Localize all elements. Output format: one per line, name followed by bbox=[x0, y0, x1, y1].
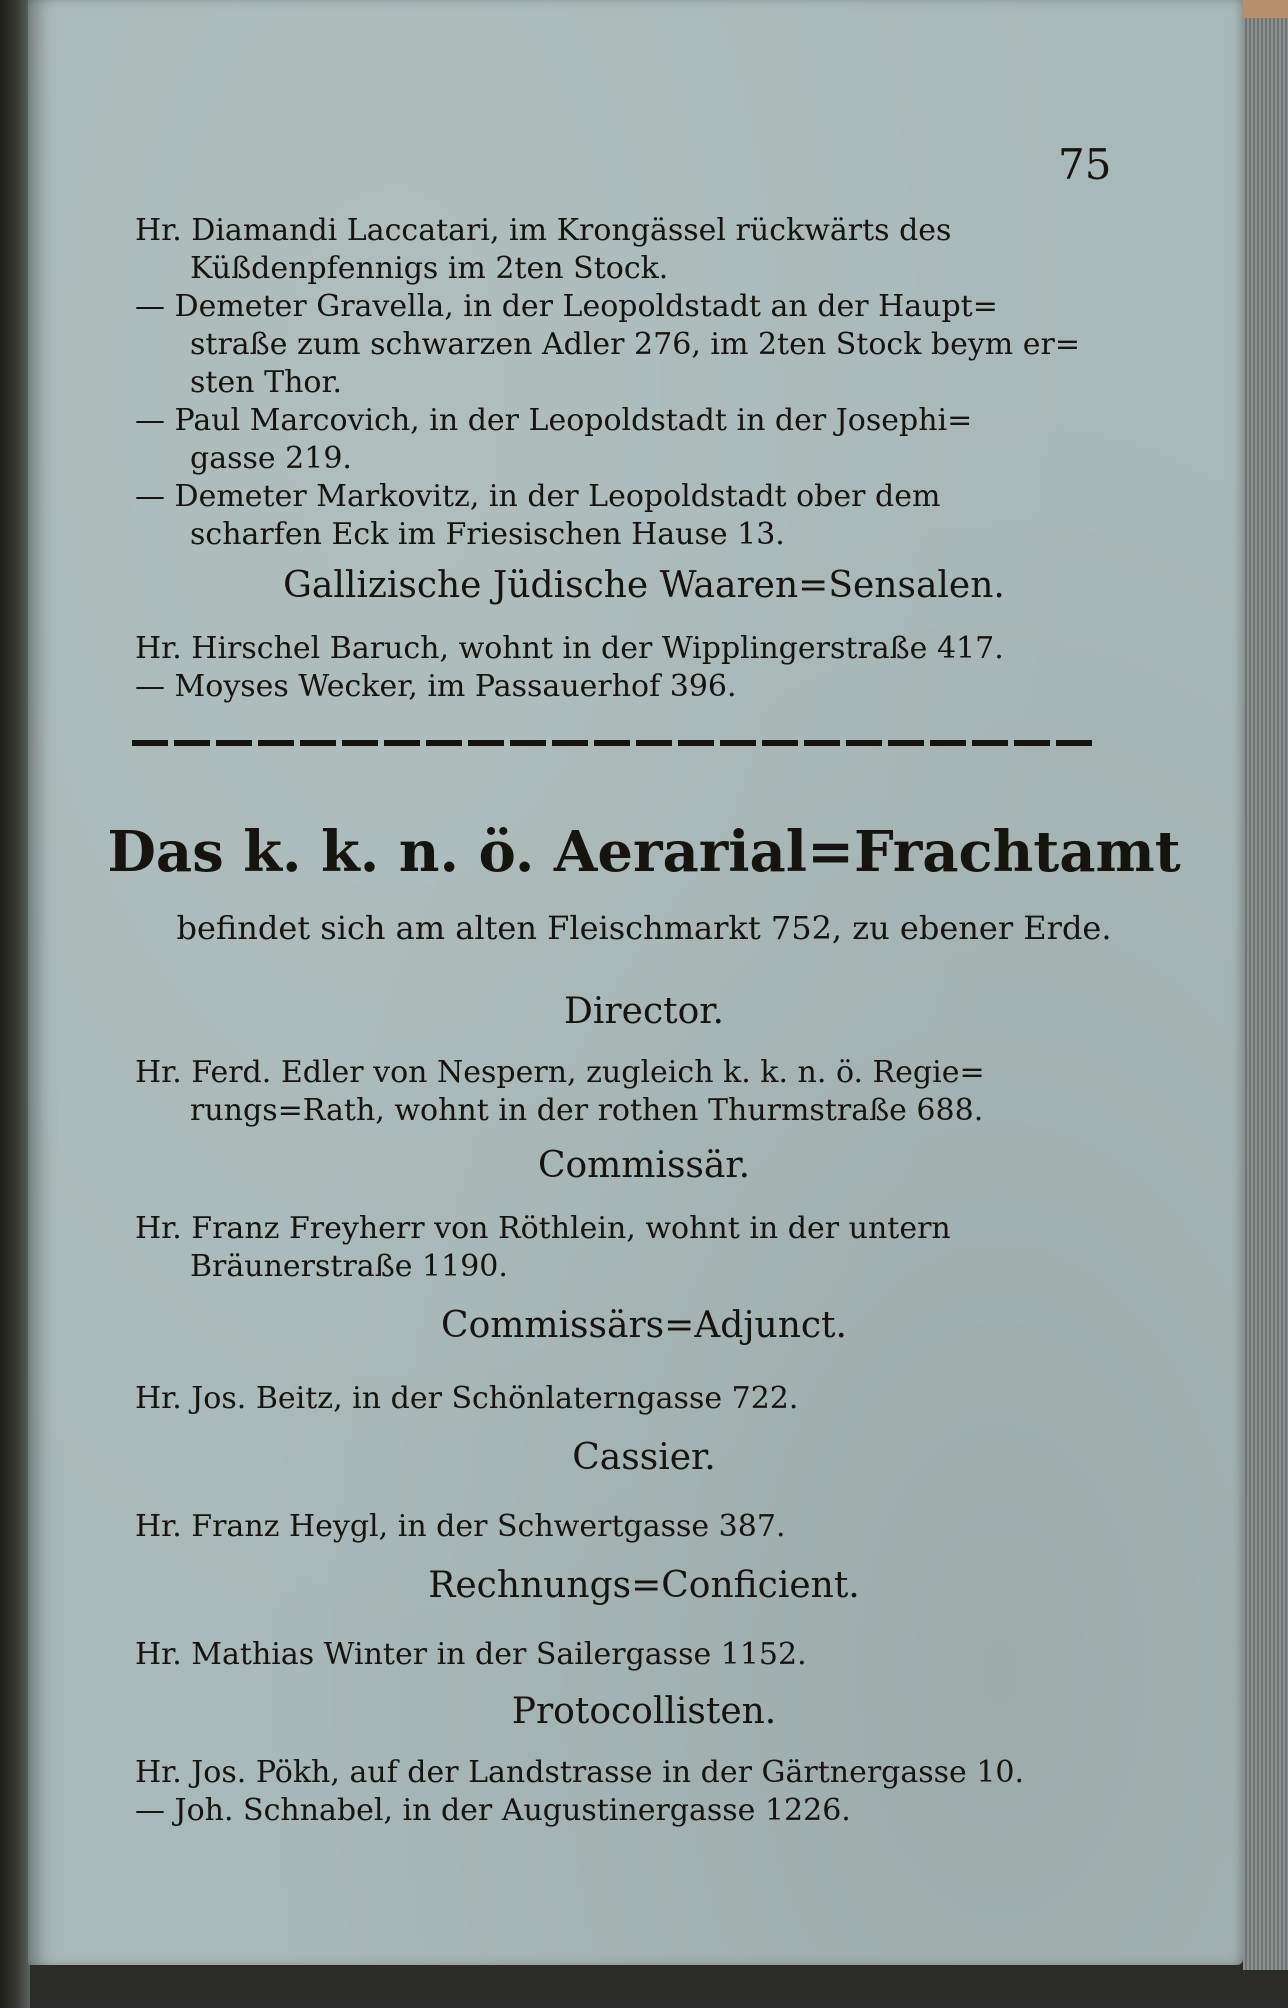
entry-line: Hr. Hirschel Baruch, wohnt in der Wipplingerstraße 417. bbox=[135, 631, 1004, 666]
page-number: 75 bbox=[1058, 140, 1112, 189]
entry-line: Hr. Ferd. Edler von Nespern, zugleich k. k. n. ö. Regie= bbox=[135, 1055, 985, 1090]
entry-line: — Moyses Wecker, im Passauerhof 396. bbox=[135, 669, 737, 704]
entry-line: Bräunerstraße 1190. bbox=[190, 1249, 508, 1284]
entry-line: Hr. Jos. Beitz, in der Schönlaterngasse 722. bbox=[135, 1381, 799, 1416]
entry-line: rungs=Rath, wohnt in der rothen Thurmstraße 688. bbox=[190, 1093, 984, 1128]
entry-line: Hr. Jos. Pökh, auf der Landstrasse in der Gärtnergasse 10. bbox=[135, 1755, 1025, 1790]
section-heading: Commissär. bbox=[537, 1145, 751, 1186]
entry-line: Hr. Franz Heygl, in der Schwertgasse 387. bbox=[135, 1509, 786, 1544]
section-heading: Rechnungs=Conficient. bbox=[428, 1565, 860, 1606]
office-subtitle: befindet sich am alten Fleischmarkt 752, zu ebener Erde. bbox=[176, 909, 1112, 947]
entry-line: — Paul Marcovich, in der Leopoldstadt in der Josephi= bbox=[135, 403, 973, 438]
section-heading: Cassier. bbox=[572, 1437, 716, 1478]
section-heading: Director. bbox=[564, 991, 724, 1032]
entry-line: — Joh. Schnabel, in der Augustinergasse 1226. bbox=[135, 1793, 851, 1828]
section-heading: Gallizische Jüdische Waaren=Sensalen. bbox=[283, 565, 1005, 606]
entry-line: Küßdenpfennigs im 2ten Stock. bbox=[190, 251, 669, 286]
entry-line: scharfen Eck im Friesischen Hause 13. bbox=[190, 517, 785, 552]
entry-line: gasse 219. bbox=[190, 441, 352, 476]
section-divider bbox=[132, 740, 1094, 746]
entry-line: Hr. Franz Freyherr von Röthlein, wohnt in der untern bbox=[135, 1211, 951, 1246]
office-title: Das k. k. n. ö. Aerarial=Frachtamt bbox=[107, 819, 1181, 885]
entry-line: Hr. Mathias Winter in der Sailergasse 1152. bbox=[135, 1637, 807, 1672]
entry-line: sten Thor. bbox=[190, 365, 343, 400]
section-heading: Commissärs=Adjunct. bbox=[441, 1305, 847, 1346]
entry-line: — Demeter Markovitz, in der Leopoldstadt ober dem bbox=[135, 479, 941, 514]
section-heading: Protocollisten. bbox=[511, 1691, 777, 1732]
entry-line: — Demeter Gravella, in der Leopoldstadt an der Haupt= bbox=[135, 289, 998, 324]
entry-line: Hr. Diamandi Laccatari, im Krongässel rückwärts des bbox=[135, 213, 952, 248]
entry-line: straße zum schwarzen Adler 276, im 2ten Stock beym er= bbox=[190, 327, 1081, 362]
